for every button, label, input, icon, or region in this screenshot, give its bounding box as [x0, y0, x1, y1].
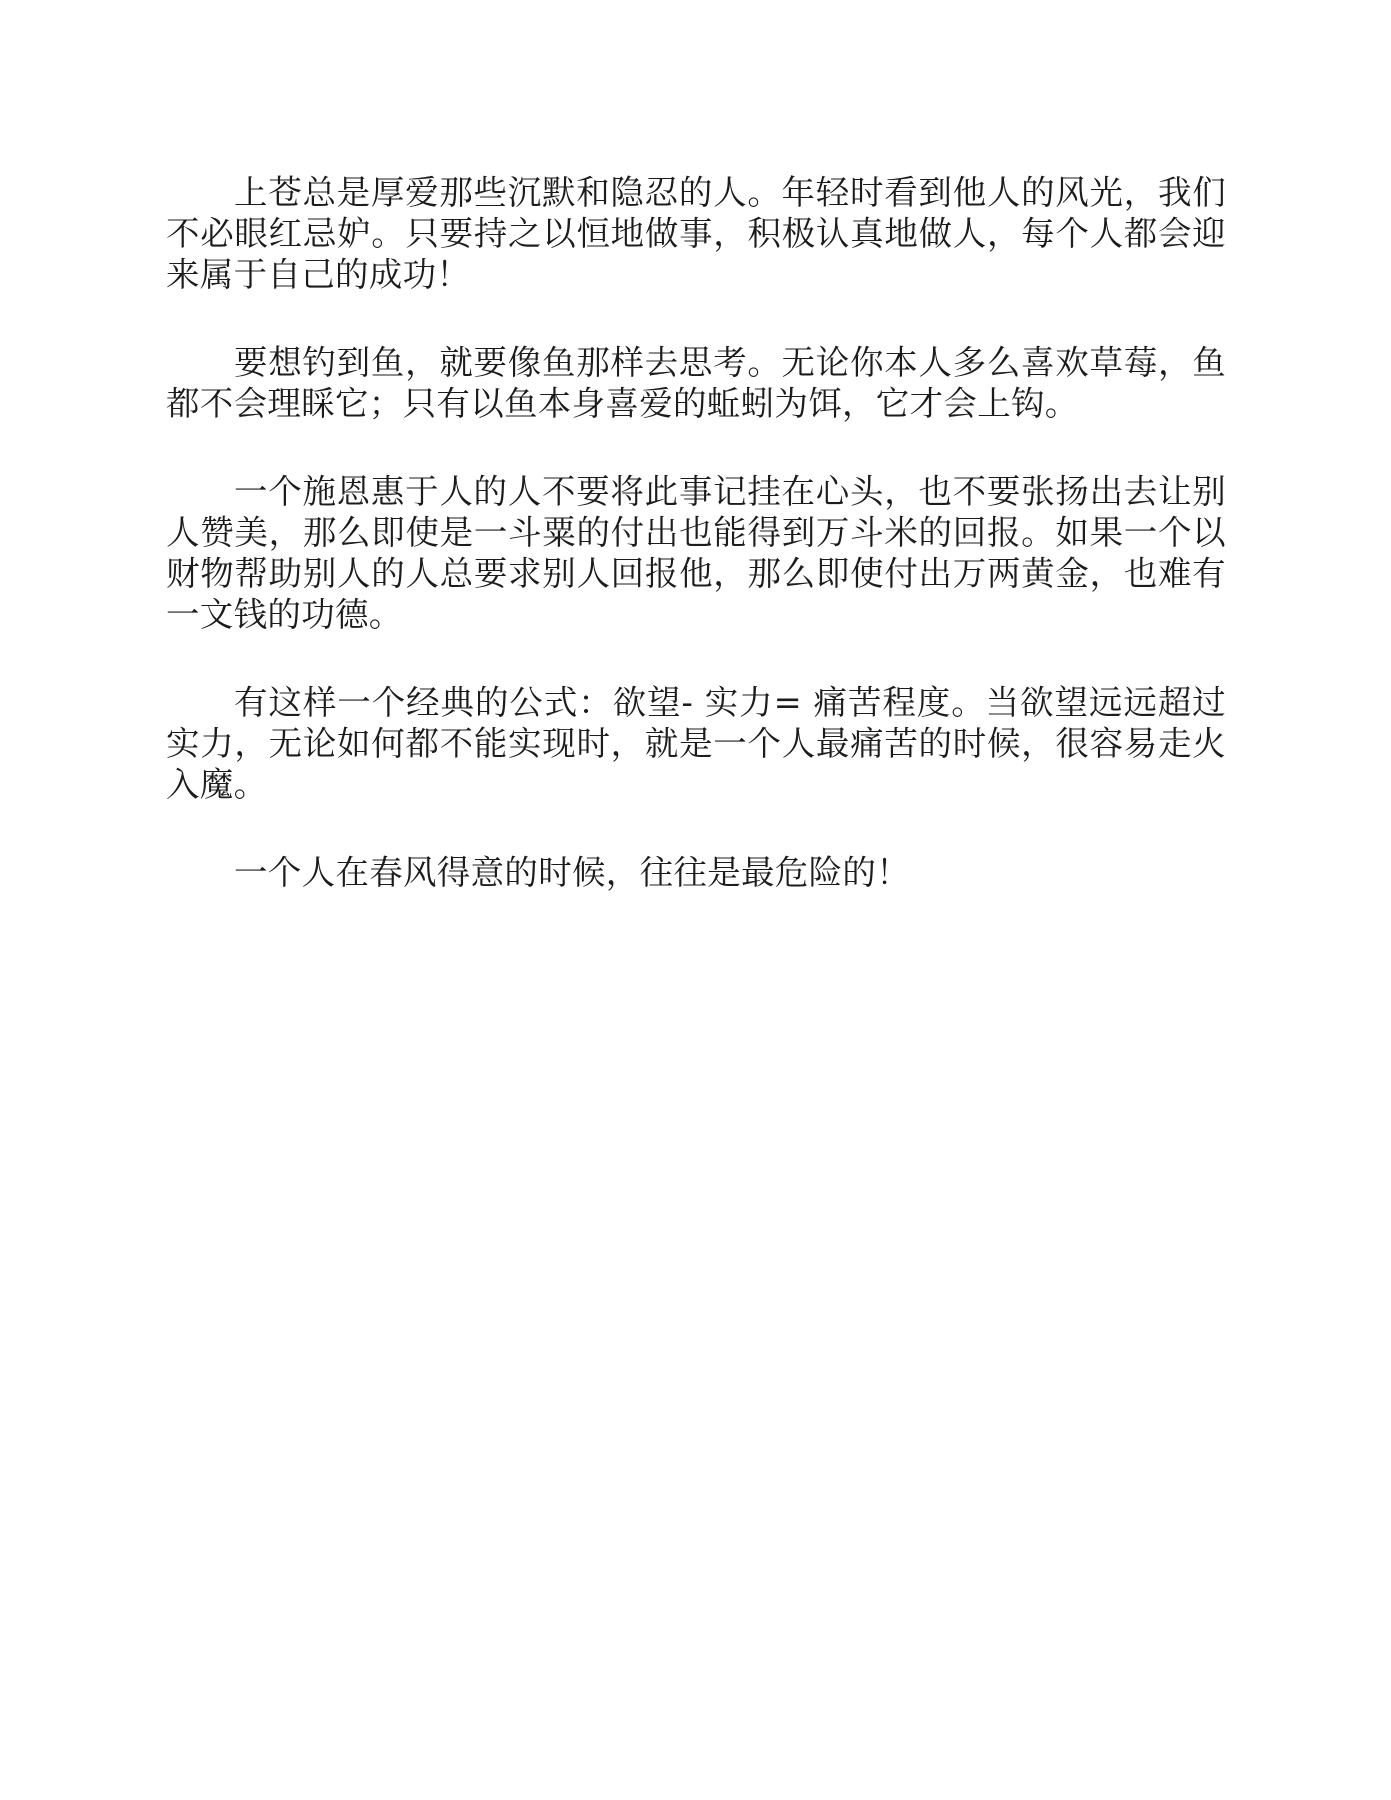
paragraph-5: 一个人在春风得意的时候，往往是最危险的！	[234, 853, 910, 892]
document-body	[166, 172, 1226, 940]
paragraph-3: 一个施恩惠于人的人不要将此事记挂在心头，也不要张扬出去让别人赞美，那么即使是一斗粟的付出也能得到万斗米的回报。如果一个以财物帮助别人的人总要求别人回报他，那么即使付出万两黄金，也难有一文钱的功德。	[166, 472, 1226, 634]
paragraph-2: 要想钓到鱼，就要像鱼那样去思考。无论你本人多么喜欢草莓，鱼都不会理睬它；只有以鱼本身喜爱的蚯蚓为饵，它才会上钩。	[166, 343, 1226, 423]
paragraph-1: 上苍总是厚爱那些沉默和隐忍的人。年轻时看到他人的风光，我们不必眼红忌妒。只要持之以恒地做事，积极认真地做人，每个人都会迎来属于自己的成功！	[166, 173, 1226, 294]
paragraph-4: 有这样一个经典的公式：欲望- 实力= 痛苦程度。当欲望远远超过实力，无论如何都不能实现时，就是一个人最痛苦的时候，很容易走火入魔。	[166, 683, 1226, 804]
